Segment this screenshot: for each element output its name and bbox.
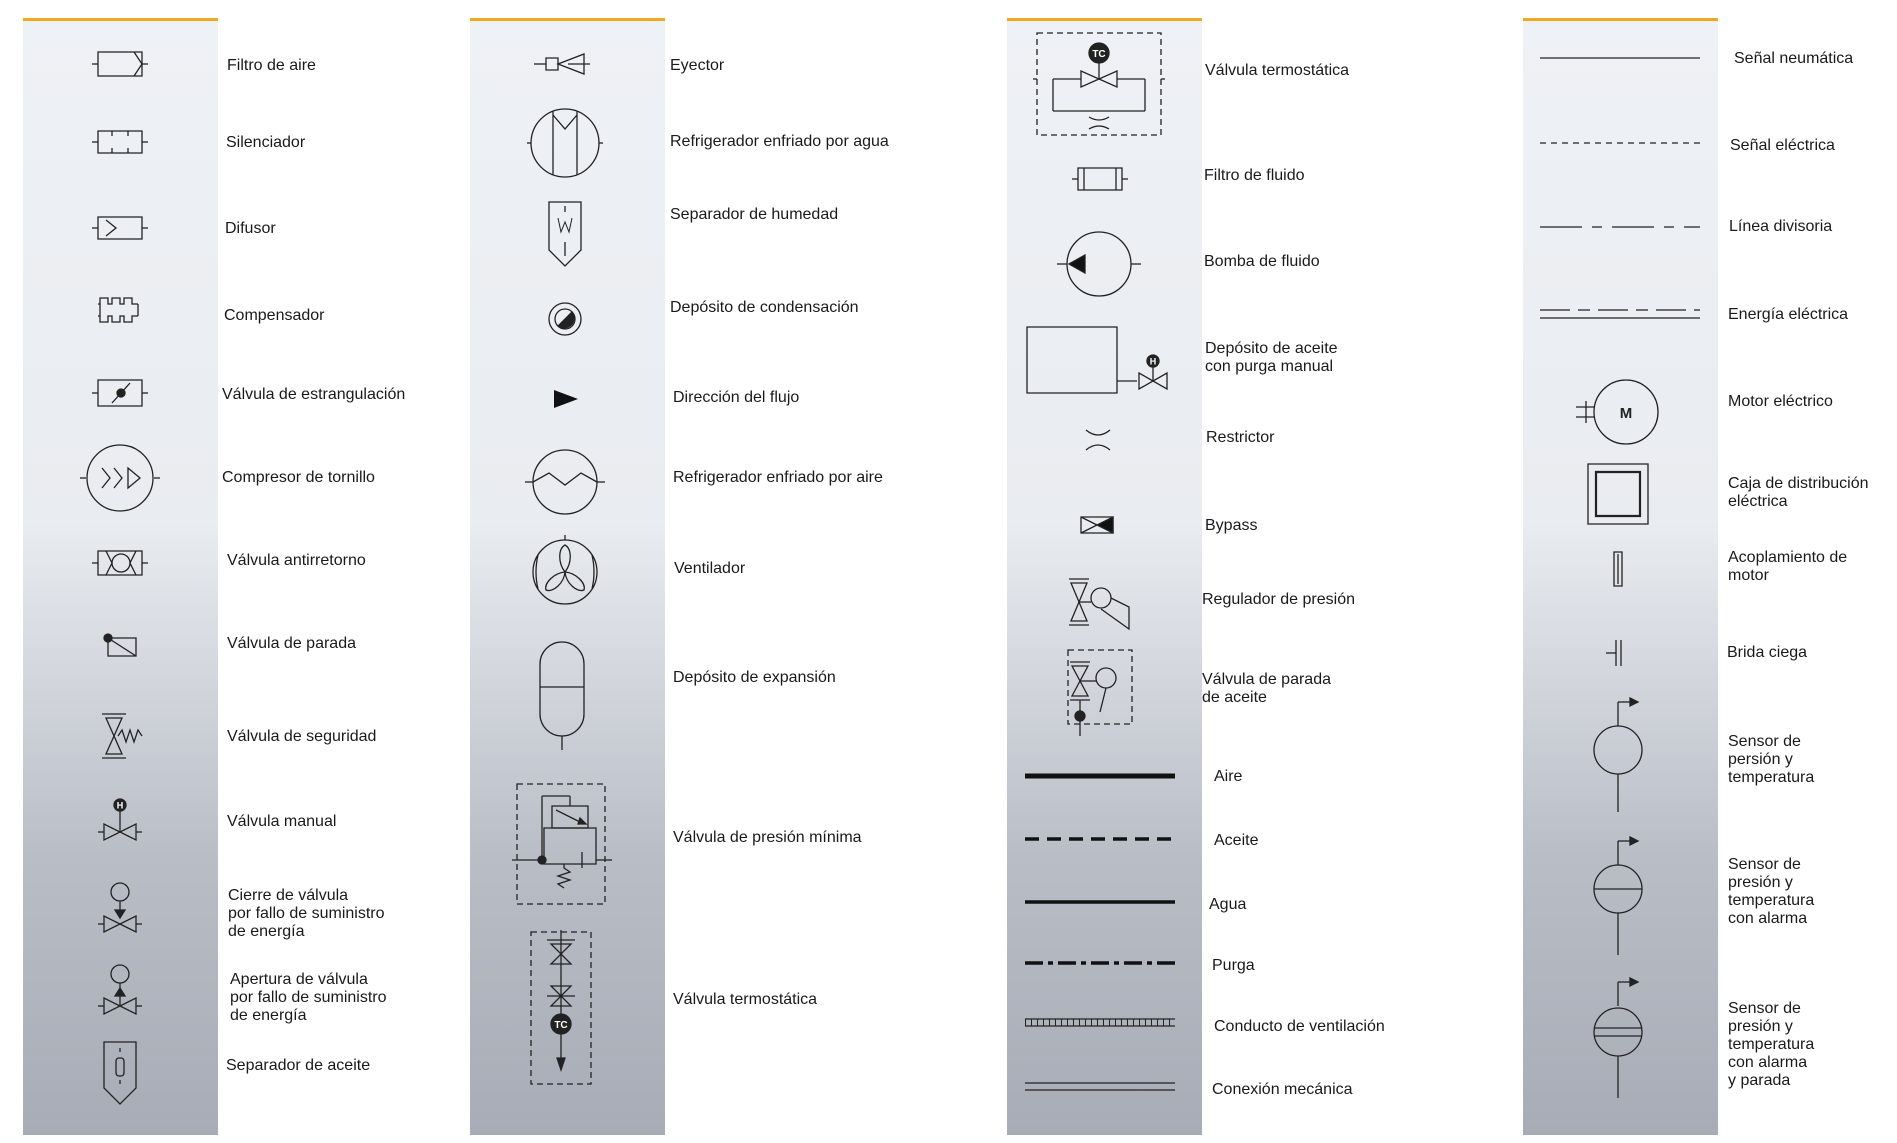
item-label: Filtro de fluido	[1204, 167, 1305, 184]
item-label: Señal eléctrica	[1730, 137, 1835, 154]
svg-text:H: H	[1149, 356, 1157, 367]
item-label: Sensor de persión y temperatura	[1728, 733, 1815, 786]
pressure-regulator-icon	[1065, 573, 1135, 631]
blind-flange-icon	[1606, 638, 1630, 668]
item-label: Depósito de condensación	[670, 299, 859, 316]
item-label: Conexión mecánica	[1212, 1081, 1353, 1098]
item-label: Eyector	[670, 57, 725, 74]
oil-tank-drain-icon	[1025, 325, 1170, 395]
item-label: Bypass	[1205, 517, 1258, 534]
condensate-trap-icon	[545, 299, 585, 339]
item-label: Dirección del flujo	[673, 389, 800, 406]
item-label: Compresor de tornillo	[222, 469, 375, 486]
item-label: Silenciador	[226, 134, 306, 151]
oil-separator-icon	[100, 1038, 140, 1106]
item-label: Válvula de parada de aceite	[1202, 671, 1331, 706]
item-label: Válvula termostática	[673, 991, 818, 1008]
item-label: Ventilador	[674, 560, 746, 577]
fan-icon	[528, 535, 602, 609]
vent-duct-icon	[1025, 1017, 1175, 1029]
manual-valve-icon	[98, 798, 142, 846]
item-label: Filtro de aire	[227, 57, 316, 74]
air-line-icon	[1025, 770, 1175, 782]
electric-motor-icon	[1574, 377, 1660, 447]
oil-line-icon	[1025, 833, 1175, 845]
item-label: Compensador	[224, 307, 325, 324]
water-cooler-icon	[527, 103, 603, 183]
water-line-icon	[1025, 896, 1175, 908]
stop-valve-icon	[100, 630, 140, 660]
item-label: Depósito de expansión	[673, 669, 836, 686]
item-label: Válvula termostática	[1205, 62, 1350, 79]
item-label: Aceite	[1214, 832, 1259, 849]
item-label: Válvula de parada	[227, 635, 356, 652]
item-label: Brida ciega	[1727, 644, 1808, 661]
throttle-valve-icon	[90, 377, 150, 409]
item-label: Separador de humedad	[670, 206, 839, 223]
electric-power-icon	[1540, 307, 1700, 321]
item-label: Línea divisoria	[1729, 218, 1833, 235]
item-label: Aire	[1214, 768, 1243, 785]
item-label: Depósito de aceite con purga manual	[1205, 340, 1338, 375]
bypass-icon	[1077, 514, 1117, 536]
check-valve-icon	[90, 548, 150, 578]
fluid-pump-icon	[1055, 229, 1143, 299]
svg-text:TC: TC	[554, 1020, 568, 1031]
compensator-icon	[96, 292, 142, 328]
fail-open-valve-icon	[98, 964, 142, 1020]
diffuser-icon	[90, 214, 150, 242]
item-label: Apertura de válvula por fallo de suministro de energía	[230, 971, 387, 1024]
item-label: Señal neumática	[1734, 50, 1854, 67]
item-label: Válvula de estrangulación	[222, 386, 406, 403]
moisture-separator-icon	[545, 200, 585, 270]
item-label: Difusor	[225, 220, 276, 237]
item-label: Acoplamiento de motor	[1728, 549, 1848, 584]
distribution-box-icon	[1586, 462, 1650, 526]
item-label: Válvula antirretorno	[227, 552, 366, 569]
item-label: Purga	[1212, 957, 1255, 974]
expansion-tank-icon	[538, 640, 586, 752]
fluid-filter-icon	[1070, 164, 1130, 194]
item-label: Refrigerador enfriado por aire	[673, 469, 883, 486]
thermostatic-valve-icon	[525, 930, 601, 1086]
motor-coupling-icon	[1610, 550, 1626, 588]
pt-sensor-icon	[1590, 694, 1654, 814]
item-label: Válvula manual	[227, 813, 337, 830]
svg-text:M: M	[1619, 405, 1633, 422]
thermostatic-valve-box-icon	[1033, 31, 1165, 137]
minimum-pressure-valve-icon	[512, 782, 612, 906]
electric-signal-icon	[1540, 139, 1700, 147]
item-label: Motor eléctrico	[1728, 393, 1833, 410]
item-label: Válvula de seguridad	[227, 728, 377, 745]
item-label: Energía eléctrica	[1728, 306, 1849, 323]
item-label: Separador de aceite	[226, 1057, 371, 1074]
drain-line-icon	[1025, 957, 1175, 969]
flow-direction-icon	[550, 388, 580, 410]
svg-text:TC: TC	[1092, 49, 1106, 60]
item-label: Sensor de presión y temperatura con alarma	[1728, 856, 1815, 927]
safety-valve-icon	[94, 712, 146, 760]
item-label: Sensor de presión y temperatura con alarma y parada	[1728, 1000, 1815, 1089]
ejector-icon	[532, 50, 592, 78]
item-label: Bomba de fluido	[1204, 253, 1320, 270]
oil-stop-valve-icon	[1060, 648, 1140, 738]
svg-text:H: H	[116, 800, 124, 811]
item-label: Caja de distribución eléctrica	[1728, 475, 1869, 510]
item-label: Conducto de ventilación	[1214, 1018, 1385, 1035]
mechanical-link-icon	[1025, 1081, 1175, 1093]
restrictor-icon	[1082, 428, 1114, 452]
item-label: Cierre de válvula por fallo de suministro de energía	[228, 887, 385, 940]
pt-sensor-alarm-stop-icon	[1590, 974, 1654, 1100]
silencer-icon	[90, 128, 150, 156]
item-label: Regulador de presión	[1202, 591, 1355, 608]
item-label: Válvula de presión mínima	[673, 829, 862, 846]
dividing-line-icon	[1540, 223, 1700, 231]
item-label: Refrigerador enfriado por agua	[670, 133, 889, 150]
fail-close-valve-icon	[98, 882, 142, 938]
item-label: Agua	[1209, 896, 1247, 913]
air-cooler-icon	[525, 447, 605, 517]
pneumatic-signal-icon	[1540, 54, 1700, 62]
pt-sensor-alarm-icon	[1590, 833, 1654, 957]
screw-compressor-icon	[78, 443, 162, 513]
air-filter-icon	[90, 48, 150, 80]
item-label: Restrictor	[1206, 429, 1275, 446]
